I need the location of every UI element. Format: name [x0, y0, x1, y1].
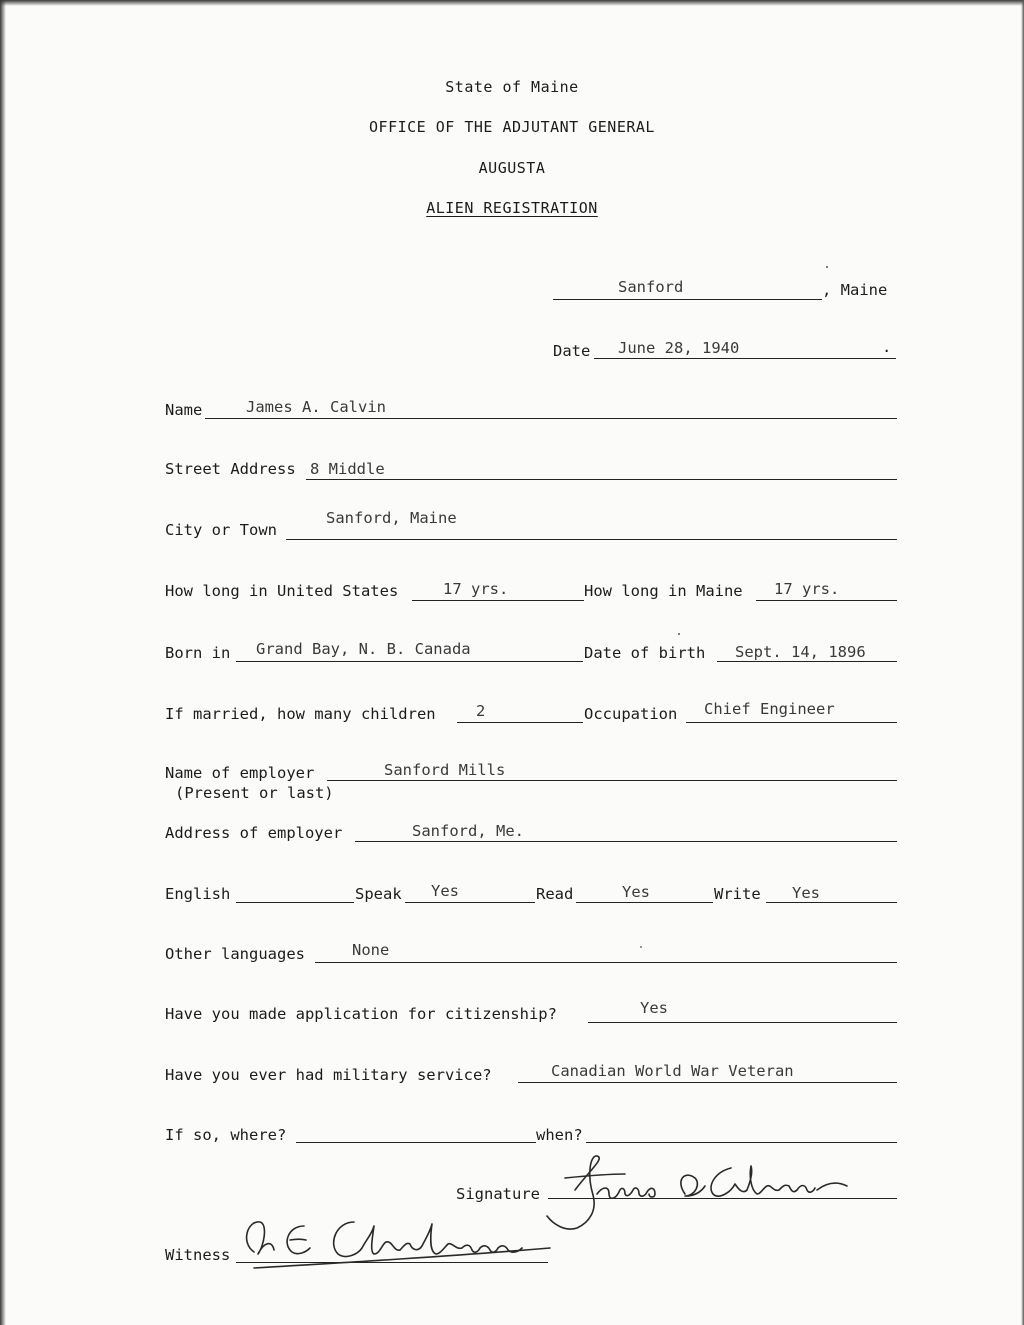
town-value: Sanford	[618, 278, 684, 296]
citizenship-line	[588, 1022, 897, 1023]
dob-label: Date of birth	[584, 644, 706, 662]
name-line	[205, 418, 897, 419]
scan-speck	[678, 633, 680, 635]
children-line	[457, 722, 583, 723]
town-line	[553, 299, 822, 300]
write-line	[766, 902, 897, 903]
name-label: Name	[165, 401, 203, 419]
date-end: .	[882, 338, 892, 356]
years-me-line	[756, 600, 897, 601]
other-languages-line	[315, 962, 897, 963]
scan-speck	[640, 946, 642, 948]
scan-speck	[826, 266, 828, 268]
employer-line	[327, 780, 897, 781]
english-label: English	[165, 885, 231, 903]
occupation-value: Chief Engineer	[704, 700, 835, 718]
other-languages-value: None	[352, 941, 390, 959]
other-languages-label: Other languages	[165, 945, 305, 963]
header-state: State of Maine	[445, 78, 579, 96]
years-us-value: 17 yrs.	[443, 580, 509, 598]
header-office: OFFICE OF THE ADJUTANT GENERAL	[369, 118, 655, 136]
dob-value: Sept. 14, 1896	[735, 643, 866, 661]
military-value: Canadian World War Veteran	[551, 1062, 794, 1080]
years-me-value: 17 yrs.	[774, 580, 840, 598]
military-line	[518, 1082, 897, 1083]
write-value: Yes	[792, 884, 820, 902]
years-us-line	[412, 600, 584, 601]
employer-address-label: Address of employer	[165, 824, 343, 842]
header-city: AUGUSTA	[478, 159, 546, 177]
employer-address-value: Sanford, Me.	[412, 822, 524, 840]
street-line	[306, 479, 897, 480]
employer-value: Sanford Mills	[384, 761, 506, 779]
city-line	[286, 539, 897, 540]
where-line	[296, 1142, 536, 1143]
witness-label: Witness	[165, 1246, 231, 1264]
when-line	[586, 1142, 897, 1143]
write-label: Write	[714, 885, 761, 903]
speak-value: Yes	[431, 882, 459, 900]
born-in-value: Grand Bay, N. B. Canada	[256, 640, 471, 658]
name-value: James A. Calvin	[246, 398, 386, 416]
employer-address-line	[355, 841, 897, 842]
years-me-label: How long in Maine	[584, 582, 743, 600]
citizenship-value: Yes	[640, 999, 668, 1017]
when-label: when?	[536, 1126, 583, 1144]
years-us-label: How long in United States	[165, 582, 399, 600]
employer-label: Name of employer	[165, 764, 315, 782]
witness-handwriting	[234, 1212, 564, 1274]
read-value: Yes	[622, 883, 650, 901]
city-value: Sanford, Maine	[326, 509, 457, 527]
read-label: Read	[536, 885, 574, 903]
where-label: If so, where?	[165, 1126, 287, 1144]
town-suffix: , Maine	[822, 281, 888, 299]
city-label: City or Town	[165, 521, 277, 539]
speak-line	[405, 902, 535, 903]
scan-edge-top	[0, 0, 1024, 6]
signature-label: Signature	[456, 1185, 540, 1203]
occupation-line	[686, 722, 897, 723]
dob-line	[717, 661, 897, 662]
date-value: June 28, 1940	[618, 339, 740, 357]
children-label: If married, how many children	[165, 705, 436, 723]
born-in-line	[236, 661, 583, 662]
military-label: Have you ever had military service?	[165, 1066, 492, 1084]
signature-handwriting	[535, 1150, 865, 1235]
form-title	[0, 199, 1024, 217]
born-in-label: Born in	[165, 644, 231, 662]
date-line	[594, 358, 896, 359]
read-line	[576, 902, 713, 903]
form-title-text: ALIEN REGISTRATION	[426, 199, 598, 217]
children-value: 2	[476, 702, 486, 720]
employer-sublabel: (Present or last)	[175, 784, 334, 802]
date-label: Date	[553, 342, 591, 360]
english-line	[236, 902, 354, 903]
street-label: Street Address	[165, 460, 296, 478]
citizenship-label: Have you made application for citizenship?	[165, 1005, 557, 1023]
street-value: 8 Middle	[310, 460, 385, 478]
speak-label: Speak	[355, 885, 402, 903]
occupation-label: Occupation	[584, 705, 678, 723]
